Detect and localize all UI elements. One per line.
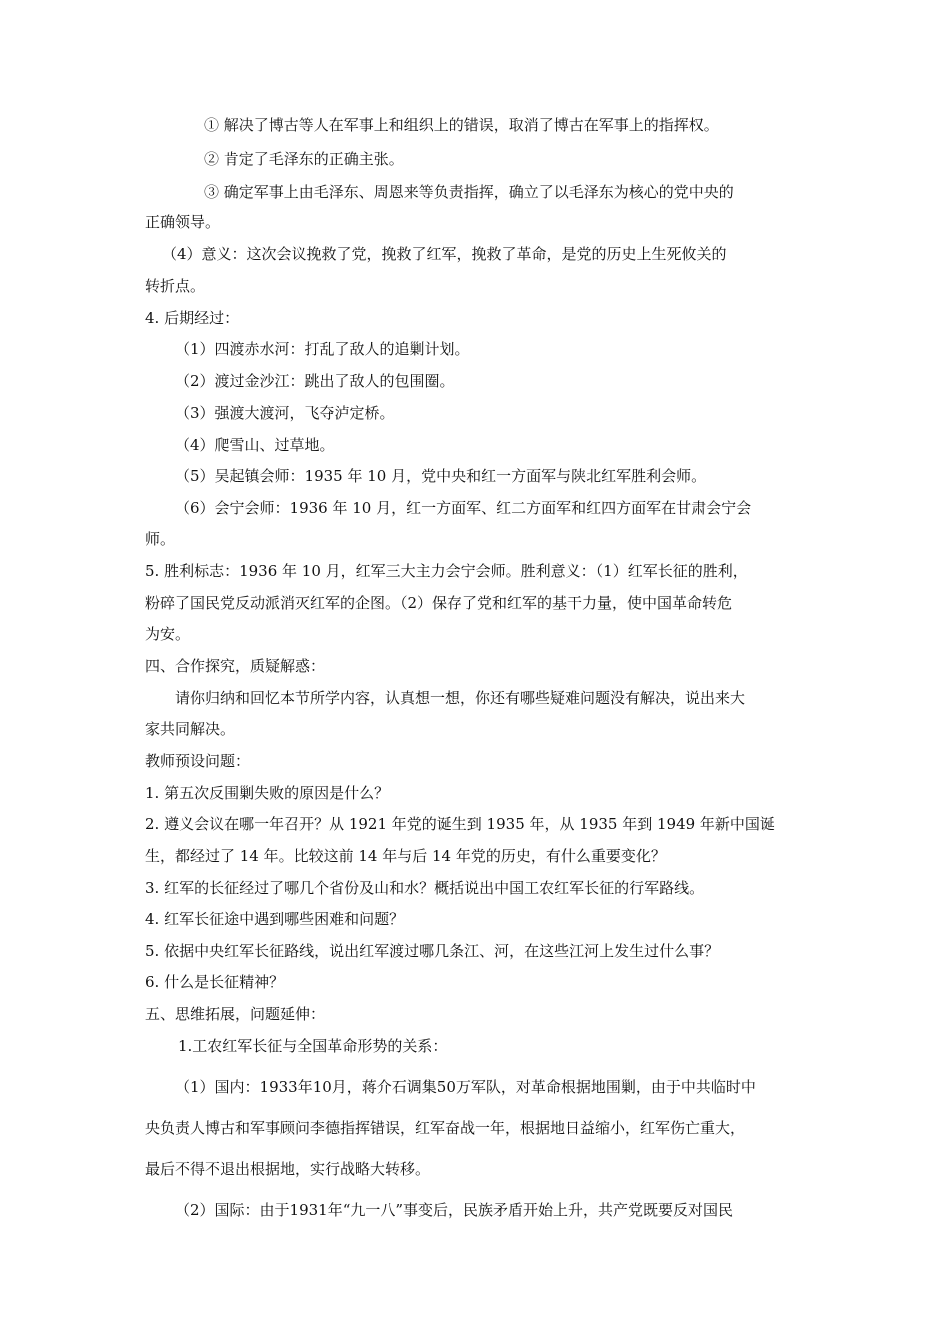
text-line: （3）强渡大渡河，飞夺泸定桥。 — [175, 404, 395, 422]
text-line: 粉碎了国民党反动派消灭红军的企图。（2）保存了党和红军的基干力量，使中国革命转危 — [145, 594, 733, 612]
section-heading: 4. 后期经过： — [145, 309, 240, 327]
text-line: （1）国内：1933年10月，蒋介石调集50万军队，对革命根据地围剿，由于中共临时中 — [175, 1078, 756, 1096]
question-item: 3. 红军的长征经过了哪几个省份及山和水？概括说出中国工农红军长征的行军路线。 — [145, 879, 705, 897]
text-line: 转折点。 — [145, 277, 206, 295]
question-item: 2. 遵义会议在哪一年召开？从 1921 年党的诞生到 1935 年，从 1935 年到 1949 年新中国诞 — [145, 815, 775, 833]
text-line: 1.工农红军长征与全国革命形势的关系： — [178, 1037, 448, 1055]
text-line: （6）会宁会师：1936 年 10 月，红一方面军、红二方面军和红四方面军在甘肃会宁会 — [175, 499, 752, 517]
text-line: 最后不得不退出根据地，实行战略大转移。 — [145, 1160, 431, 1178]
text-line: 5. 胜利标志：1936 年 10 月，红军三大主力会宁会师。胜利意义：（1）红军长征的胜利， — [145, 562, 748, 580]
text-line: （4）爬雪山、过草地。 — [175, 436, 335, 454]
text-line: 生，都经过了 14 年。比较这前 14 年与后 14 年党的历史，有什么重要变化？ — [145, 847, 666, 865]
question-item: 4. 红军长征途中遇到哪些困难和问题？ — [145, 910, 405, 928]
text-line: （2）国际：由于1931年“九一八”事变后，民族矛盾开始上升，共产党既要反对国民 — [175, 1201, 734, 1219]
text-line: 请你归纳和回忆本节所学内容，认真想一想，你还有哪些疑难问题没有解决，说出来大 — [175, 689, 746, 707]
text-line: 家共同解决。 — [145, 720, 236, 738]
text-line: （2）渡过金沙江：跳出了敌人的包围圈。 — [175, 372, 455, 390]
section-heading: 五、思维拓展，问题延伸： — [145, 1005, 326, 1023]
text-line: 为安。 — [145, 625, 191, 643]
text-line: （5）吴起镇会师：1935 年 10 月，党中央和红一方面军与陕北红军胜利会师。 — [175, 467, 707, 485]
text-line: ① 解决了博古等人在军事上和组织上的错误，取消了博古在军事上的指挥权。 — [204, 116, 719, 134]
question-item: 6. 什么是长征精神？ — [145, 973, 285, 991]
question-item: 1. 第五次反围剿失败的原因是什么？ — [145, 784, 390, 802]
text-line: ② 肯定了毛泽东的正确主张。 — [204, 150, 404, 168]
section-heading: 教师预设问题： — [145, 752, 251, 770]
text-line: ③ 确定军事上由毛泽东、周恩来等负责指挥，确立了以毛泽东为核心的党中央的 — [204, 183, 734, 201]
question-item: 5. 依据中央红军长征路线，说出红军渡过哪几条江、河，在这些江河上发生过什么事？ — [145, 942, 720, 960]
text-line: 央负责人博古和军事顾问李德指挥错误，红军奋战一年，根据地日益缩小，红军伤亡重大， — [145, 1119, 746, 1137]
text-line: 师。 — [145, 530, 176, 548]
text-line: （4）意义：这次会议挽救了党，挽救了红军，挽救了革命，是党的历史上生死攸关的 — [162, 245, 727, 263]
text-line: （1）四渡赤水河：打乱了敌人的追剿计划。 — [175, 340, 470, 358]
text-line: 正确领导。 — [145, 213, 221, 231]
section-heading: 四、合作探究，质疑解惑： — [145, 657, 326, 675]
